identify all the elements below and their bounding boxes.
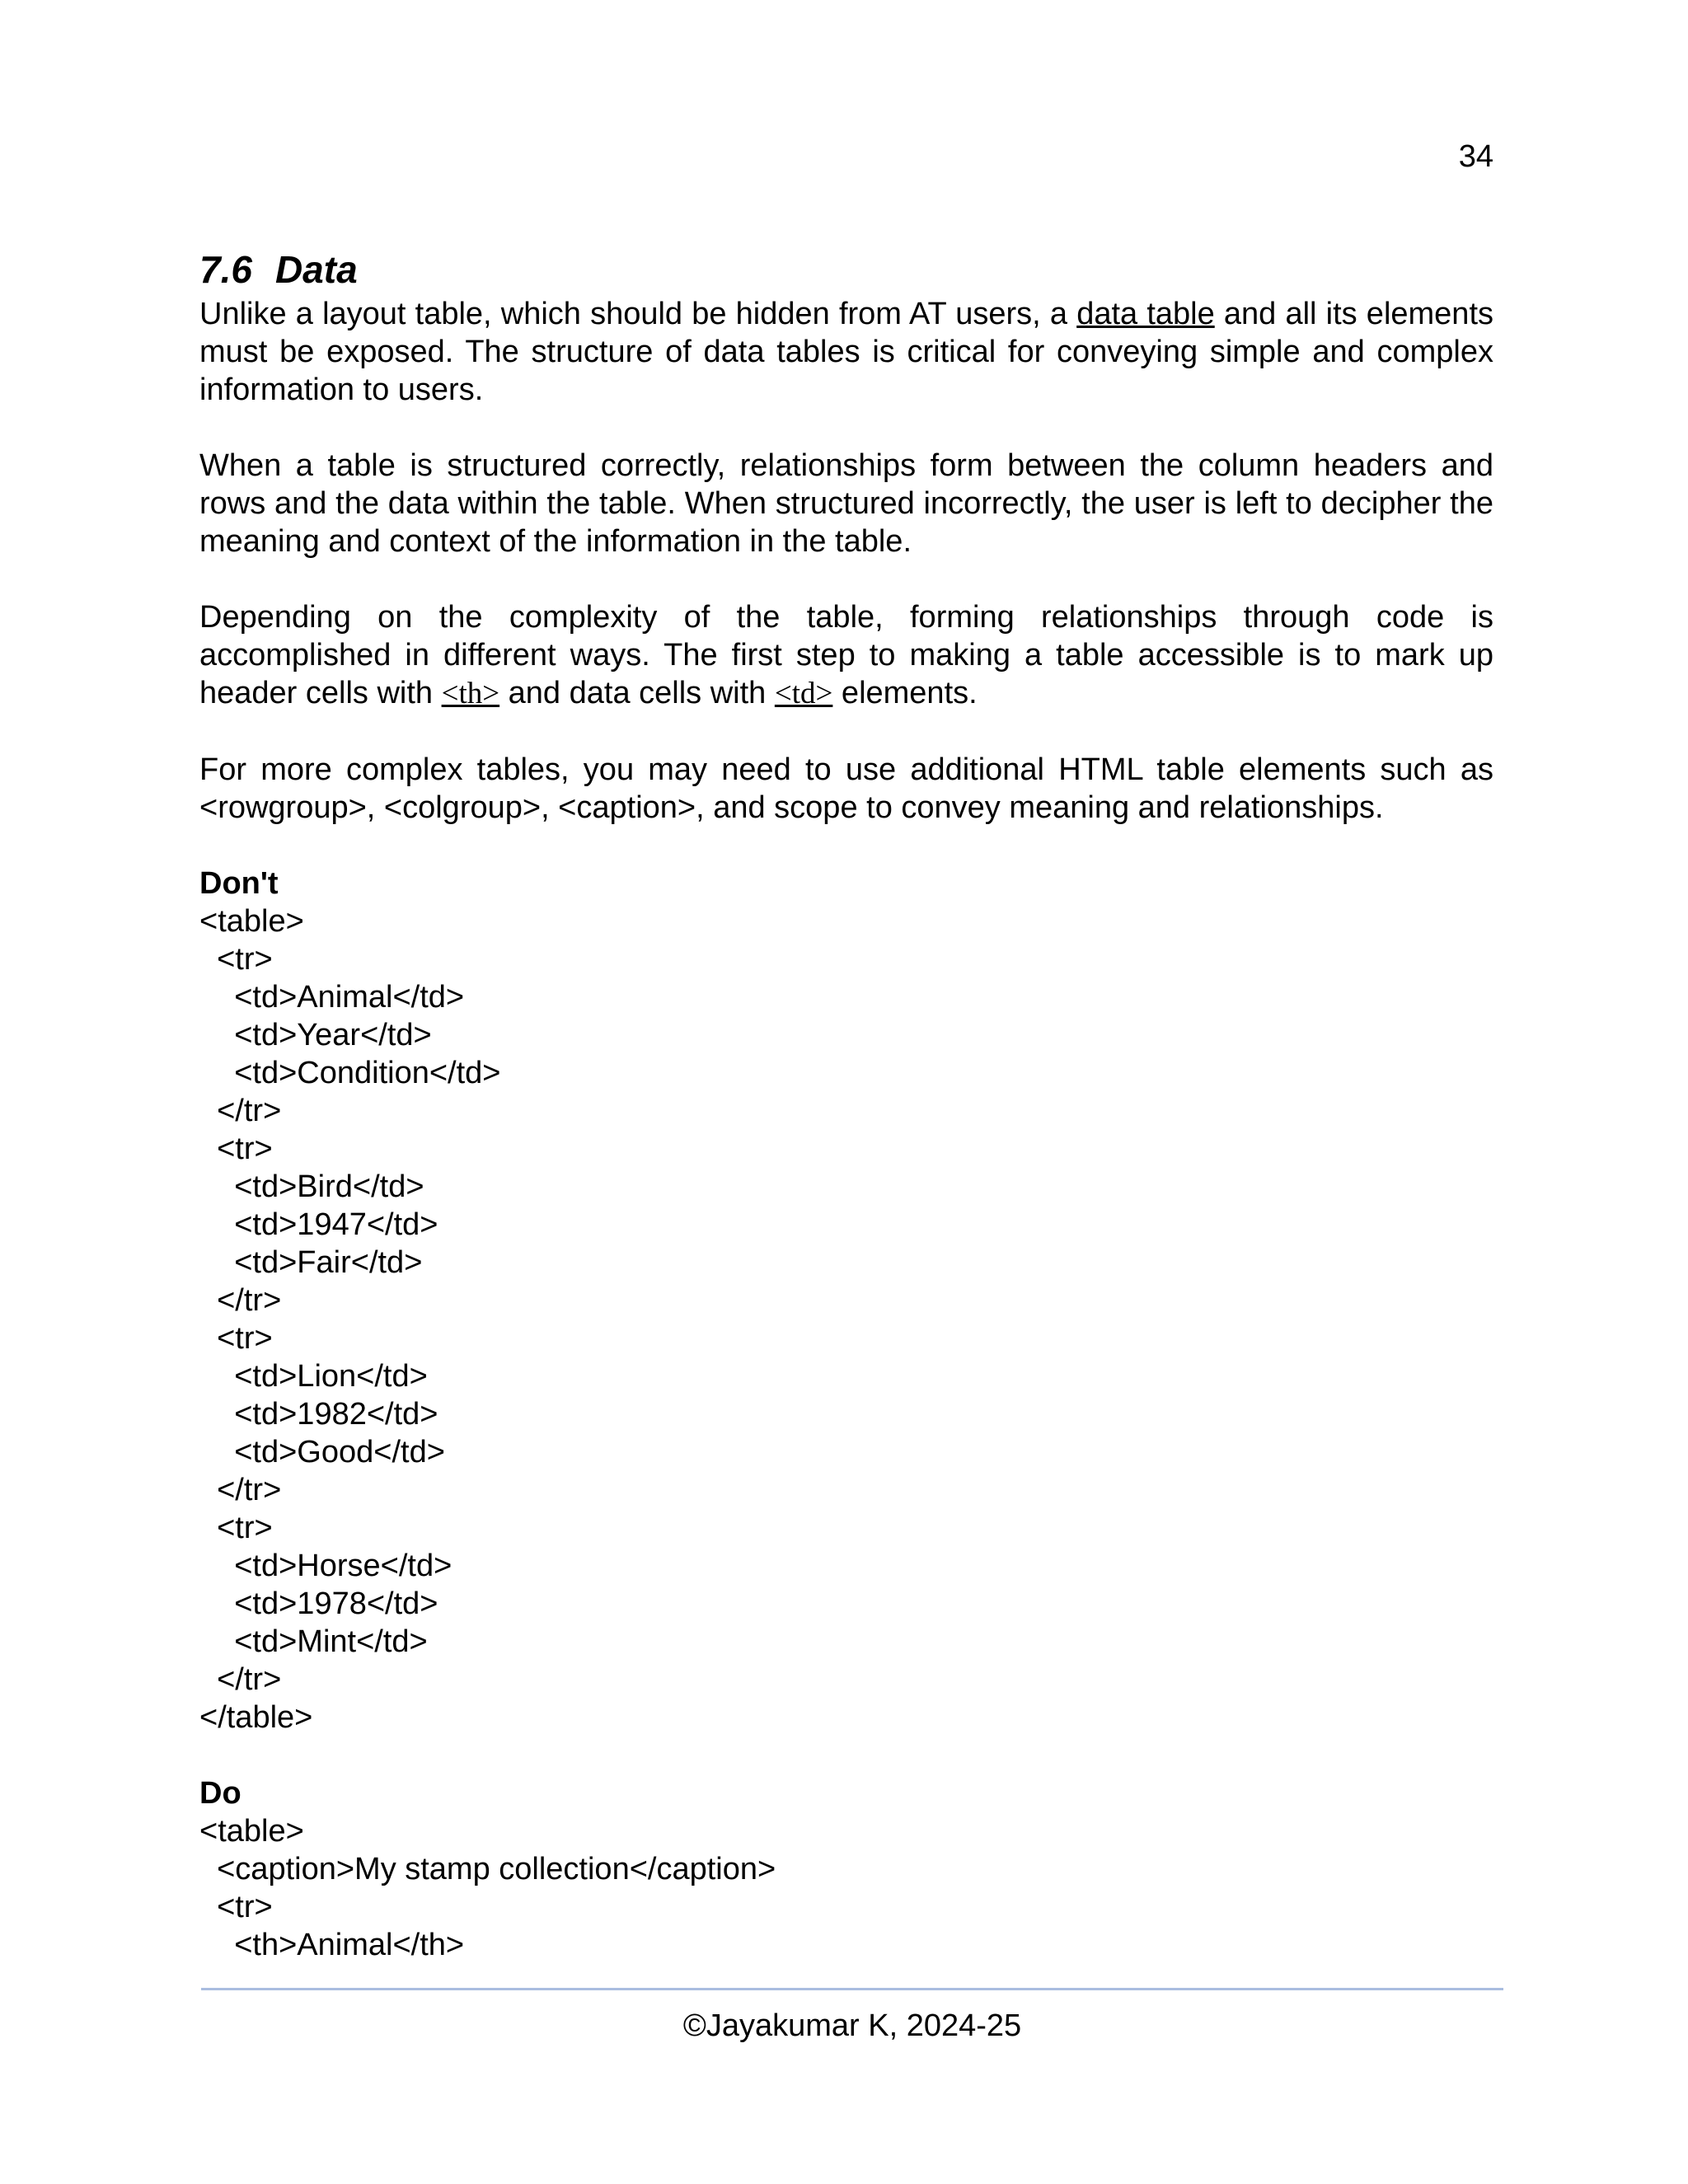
paragraph-text: and data cells with	[499, 676, 775, 710]
code-line: <td>Bird</td>	[199, 1169, 424, 1204]
code-line: </table>	[199, 1700, 313, 1735]
dont-code-block	[199, 902, 1493, 1736]
code-line: <td>Condition</td>	[199, 1056, 501, 1090]
paragraph-complexity	[199, 598, 1493, 713]
code-line: <td>Lion</td>	[199, 1359, 428, 1394]
code-line: <td>Year</td>	[199, 1018, 432, 1052]
code-line: </tr>	[199, 1662, 282, 1697]
code-line: <td>Animal</td>	[199, 980, 465, 1015]
paragraph-complex-tables: For more complex tables, you may need to use additional HTML table elements such as <rowgroup>, <colgroup>, <caption>, and scope to convey meaning and relationships.	[199, 752, 1493, 825]
footer-divider	[201, 1988, 1503, 1990]
section-heading	[199, 244, 1493, 295]
code-line: <td>Mint</td>	[199, 1624, 428, 1659]
dont-label: Don't	[199, 866, 279, 901]
code-line: <td>1982</td>	[199, 1397, 438, 1432]
code-line: </tr>	[199, 1473, 282, 1507]
paragraph-text: and all its elements must be exposed. The structure of data tables is critical for conveying simple and complex information to users.	[199, 297, 1493, 407]
do-label: Do	[199, 1776, 241, 1811]
code-line: <td>Horse</td>	[199, 1549, 452, 1583]
code-line: <th>Animal</th>	[199, 1928, 465, 1962]
page-content	[199, 244, 1493, 2002]
code-line: <tr>	[199, 942, 273, 977]
data-table-link[interactable]: data table	[1076, 297, 1215, 331]
paragraph-intro	[199, 295, 1493, 409]
code-line: <tr>	[199, 1321, 273, 1356]
code-line: <caption>My stamp collection</caption>	[199, 1852, 776, 1886]
code-line: <td>Good</td>	[199, 1435, 445, 1469]
section-number: 7.6	[199, 248, 252, 291]
code-line: <table>	[199, 904, 304, 939]
paragraph-text: elements.	[832, 676, 978, 710]
section-title: Data	[274, 248, 358, 291]
paragraph-text: Unlike a layout table, which should be hidden from AT users, a	[199, 297, 1077, 331]
page-number: 34	[1458, 139, 1493, 174]
td-element-code: <td>	[774, 677, 833, 710]
code-line: <tr>	[199, 1132, 273, 1166]
code-line: </tr>	[199, 1283, 282, 1318]
code-line: <table>	[199, 1814, 304, 1849]
th-element-code: <th>	[441, 677, 500, 710]
code-line: <td>1978</td>	[199, 1586, 438, 1621]
code-line: <tr>	[199, 1890, 273, 1924]
paragraph-structure: When a table is structured correctly, relationships form between the column headers and rows and the data within the table. When structured incorrectly, the user is left to decipher the meaning and context of the information in the table.	[199, 448, 1493, 559]
code-line: <td>Fair</td>	[199, 1245, 423, 1280]
do-code-block	[199, 1812, 1493, 1964]
paragraph-text: Depending on the complexity of the table, forming relationships through code is accomplished in different ways. The first step to making a table accessible is to mark up header cells with	[199, 600, 1493, 710]
footer-copyright: ©Jayakumar K, 2024-25	[682, 2008, 1022, 2043]
code-line: </tr>	[199, 1094, 282, 1128]
code-line: <tr>	[199, 1511, 273, 1545]
code-line: <td>1947</td>	[199, 1207, 438, 1242]
